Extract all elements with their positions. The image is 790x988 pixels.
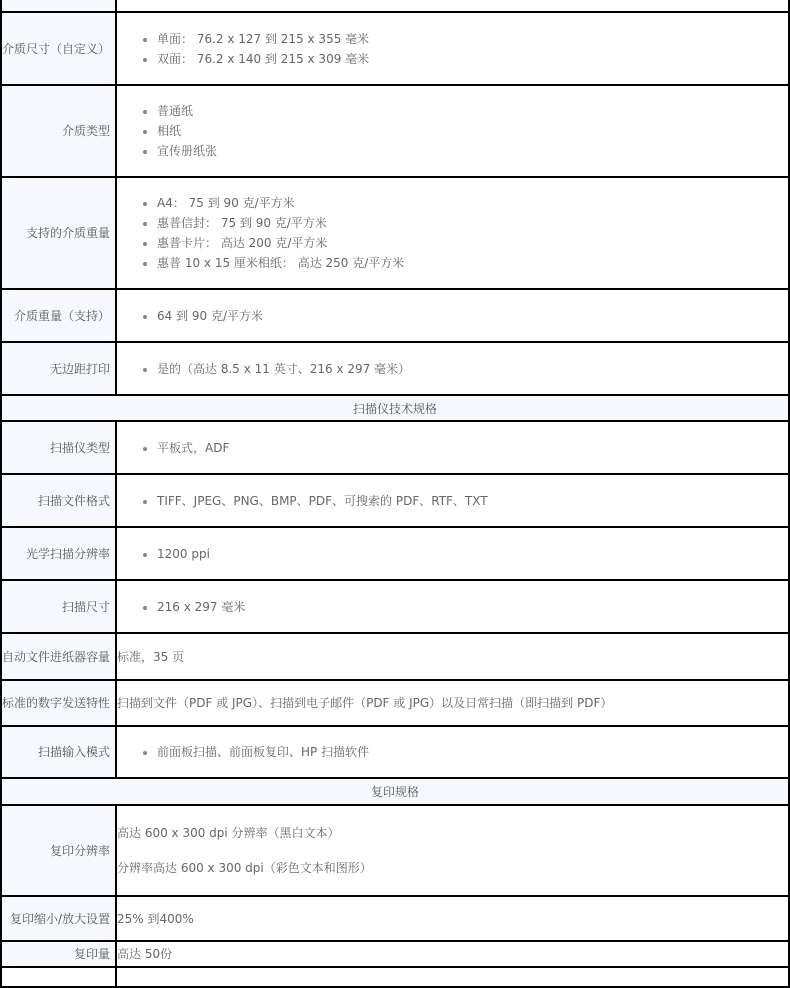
table-row-adf-capacity [1, 633, 789, 680]
spec-paragraph: 扫描到文件（PDF 或 JPG）、扫描到电子邮件（PDF 或 JPG）以及日常扫描（即扫描到 PDF） [117, 696, 613, 710]
spec-value [116, 474, 789, 527]
spec-value [116, 177, 789, 289]
spec-label: 复印量 [1, 941, 116, 967]
spec-label: 复印缩小/放大设置 [1, 896, 116, 941]
spec-label [1, 967, 116, 987]
spec-paragraph: 25% 到400% [117, 911, 194, 926]
table-row-optical-scan-resolution [1, 527, 789, 580]
spec-value [116, 0, 789, 12]
section-header-scanner [1, 395, 789, 421]
table-row-partial-top [1, 0, 789, 12]
table-row-media-type [1, 85, 789, 177]
spec-paragraph: 分辨率高达 600 x 300 dpi（彩色文本和图形） [117, 861, 372, 875]
table-row-supported-media-weight [1, 177, 789, 289]
spec-value [116, 527, 789, 580]
table-row-borderless-printing [1, 342, 789, 395]
spec-value [116, 580, 789, 633]
list-item: 相纸 [157, 121, 788, 141]
list-item: 惠普信封： 75 到 90 克/平方米 [157, 213, 788, 233]
list-item: 平板式，ADF [157, 438, 788, 458]
list-item: 64 到 90 克/平方米 [157, 306, 788, 326]
table-row-scan-file-format [1, 474, 789, 527]
list-item: 216 x 297 毫米 [157, 597, 788, 617]
spec-label: 复印分辨率 [1, 805, 116, 896]
spec-label: 扫描尺寸 [1, 580, 116, 633]
list-item: 双面： 76.2 x 140 到 215 x 309 毫米 [157, 49, 788, 69]
table-row-media-weight-supported [1, 289, 789, 342]
list-item: A4： 75 到 90 克/平方米 [157, 193, 788, 213]
spec-label: 扫描文件格式 [1, 474, 116, 527]
section-title: 扫描仪技术规格 [1, 395, 789, 421]
spec-list [117, 29, 788, 69]
spec-label [1, 0, 116, 12]
list-item: 惠普卡片： 高达 200 克/平方米 [157, 233, 788, 253]
spec-list [117, 491, 788, 511]
spec-label: 无边距打印 [1, 342, 116, 395]
table-row-digital-send-features [1, 680, 789, 726]
list-item: 普通纸 [157, 101, 788, 121]
table-row-copy-resolution [1, 805, 789, 896]
spec-label: 自动文件进纸器容量 [1, 633, 116, 680]
spec-label: 介质类型 [1, 85, 116, 177]
section-header-copy [1, 778, 789, 805]
spec-value [116, 896, 789, 941]
spec-value [116, 680, 789, 726]
spec-value [116, 941, 789, 967]
spec-value [116, 289, 789, 342]
spec-value [116, 967, 789, 987]
list-item: 宣传册纸张 [157, 141, 788, 161]
spec-list [117, 742, 788, 762]
spec-value [116, 726, 789, 778]
list-item: TIFF、JPEG、PNG、BMP、PDF、可搜索的 PDF、RTF、TXT [157, 491, 788, 511]
spec-value [116, 85, 789, 177]
spec-value [116, 633, 789, 680]
spec-label: 介质重量（支持） [1, 289, 116, 342]
list-item: 惠普 10 x 15 厘米相纸： 高达 250 克/平方米 [157, 253, 788, 273]
table-row-partial-bottom [1, 967, 789, 987]
spec-label: 支持的介质重量 [1, 177, 116, 289]
spec-paragraph: 标准，35 页 [117, 649, 185, 664]
spec-value [116, 342, 789, 395]
spec-paragraph: 高达 600 x 300 dpi 分辨率（黑白文本） [117, 826, 340, 840]
list-item: 是的（高达 8.5 x 11 英寸、216 x 297 毫米） [157, 359, 788, 379]
table-row-copy-quantity [1, 941, 789, 967]
table-row-media-size-custom [1, 12, 789, 85]
table-row-copy-reduce-enlarge [1, 896, 789, 941]
list-item: 单面： 76.2 x 127 到 215 x 355 毫米 [157, 29, 788, 49]
spec-value [116, 421, 789, 474]
spec-list [117, 359, 788, 379]
spec-list [117, 193, 788, 273]
table-row-scan-input-modes [1, 726, 789, 778]
spec-label: 扫描输入模式 [1, 726, 116, 778]
table-row-scanner-type [1, 421, 789, 474]
spec-label: 介质尺寸（自定义） [1, 12, 116, 85]
list-item: 前面板扫描、前面板复印、HP 扫描软件 [157, 742, 788, 762]
spec-list [117, 597, 788, 617]
spec-list [117, 101, 788, 161]
table-row-scan-size [1, 580, 789, 633]
spec-list [117, 438, 788, 458]
spec-value [116, 805, 789, 896]
spec-list [117, 306, 788, 326]
spec-label: 标准的数字发送特性 [1, 680, 116, 726]
spec-paragraph: 高达 50份 [117, 947, 173, 961]
list-item: 1200 ppi [157, 544, 788, 564]
section-title: 复印规格 [1, 778, 789, 805]
spec-label: 光学扫描分辨率 [1, 527, 116, 580]
spec-value [116, 12, 789, 85]
spec-list [117, 544, 788, 564]
spec-label: 扫描仪类型 [1, 421, 116, 474]
